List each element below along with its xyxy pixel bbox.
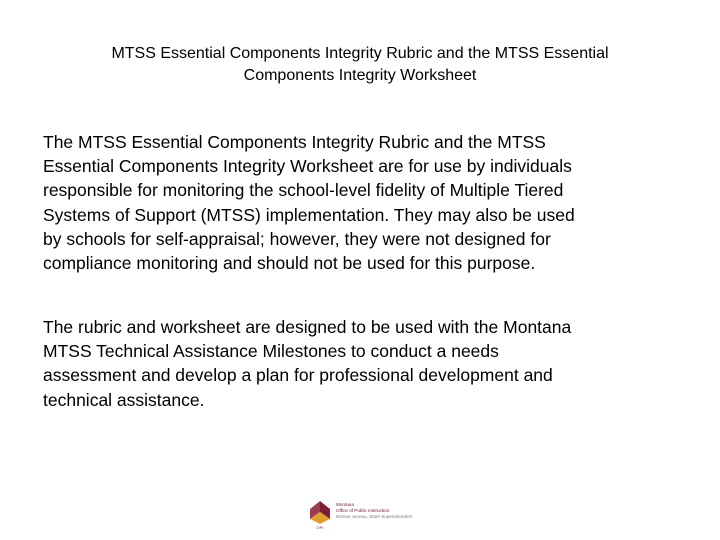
paragraph-line: Essential Components Integrity Worksheet are for use by individuals [43,156,572,177]
intro-paragraph [43,130,683,275]
opi-logo [308,500,418,530]
opi-logo-icon [308,500,332,530]
paragraph-line: by schools for self-appraisal; however, they were not designed for [43,228,551,249]
title-line-2: Components Integrity Worksheet [243,67,477,84]
logo-mark-label: OPI [316,525,324,530]
logo-line-3: Denise Juneau, State Superintendent [336,514,413,519]
paragraph-line: technical assistance. [43,389,205,410]
paragraph-line: The rubric and worksheet are designed to be used with the Montana [43,317,572,337]
paragraph-line: MTSS Technical Assistance Milestones to conduct a needs [43,341,499,362]
logo-text [336,502,412,520]
logo-line-2: Office of Public Instruction [336,508,390,513]
title-line-1: MTSS Essential Components Integrity Rubric and the MTSS Essential [111,45,609,62]
logo-line-1: Montana [336,502,354,507]
paragraph-line: Systems of Support (MTSS) implementation. They may also be used [43,204,575,225]
paragraph-line: responsible for monitoring the school-level fidelity of Multiple Tiered [43,180,564,201]
paragraph-line: compliance monitoring and should not be used for this purpose. [43,253,536,274]
slide-title [40,43,680,87]
paragraph-line: assessment and develop a plan for professional development and [43,365,553,386]
usage-paragraph [43,315,683,412]
paragraph-line: The MTSS Essential Components Integrity Rubric and the MTSS [43,132,546,152]
